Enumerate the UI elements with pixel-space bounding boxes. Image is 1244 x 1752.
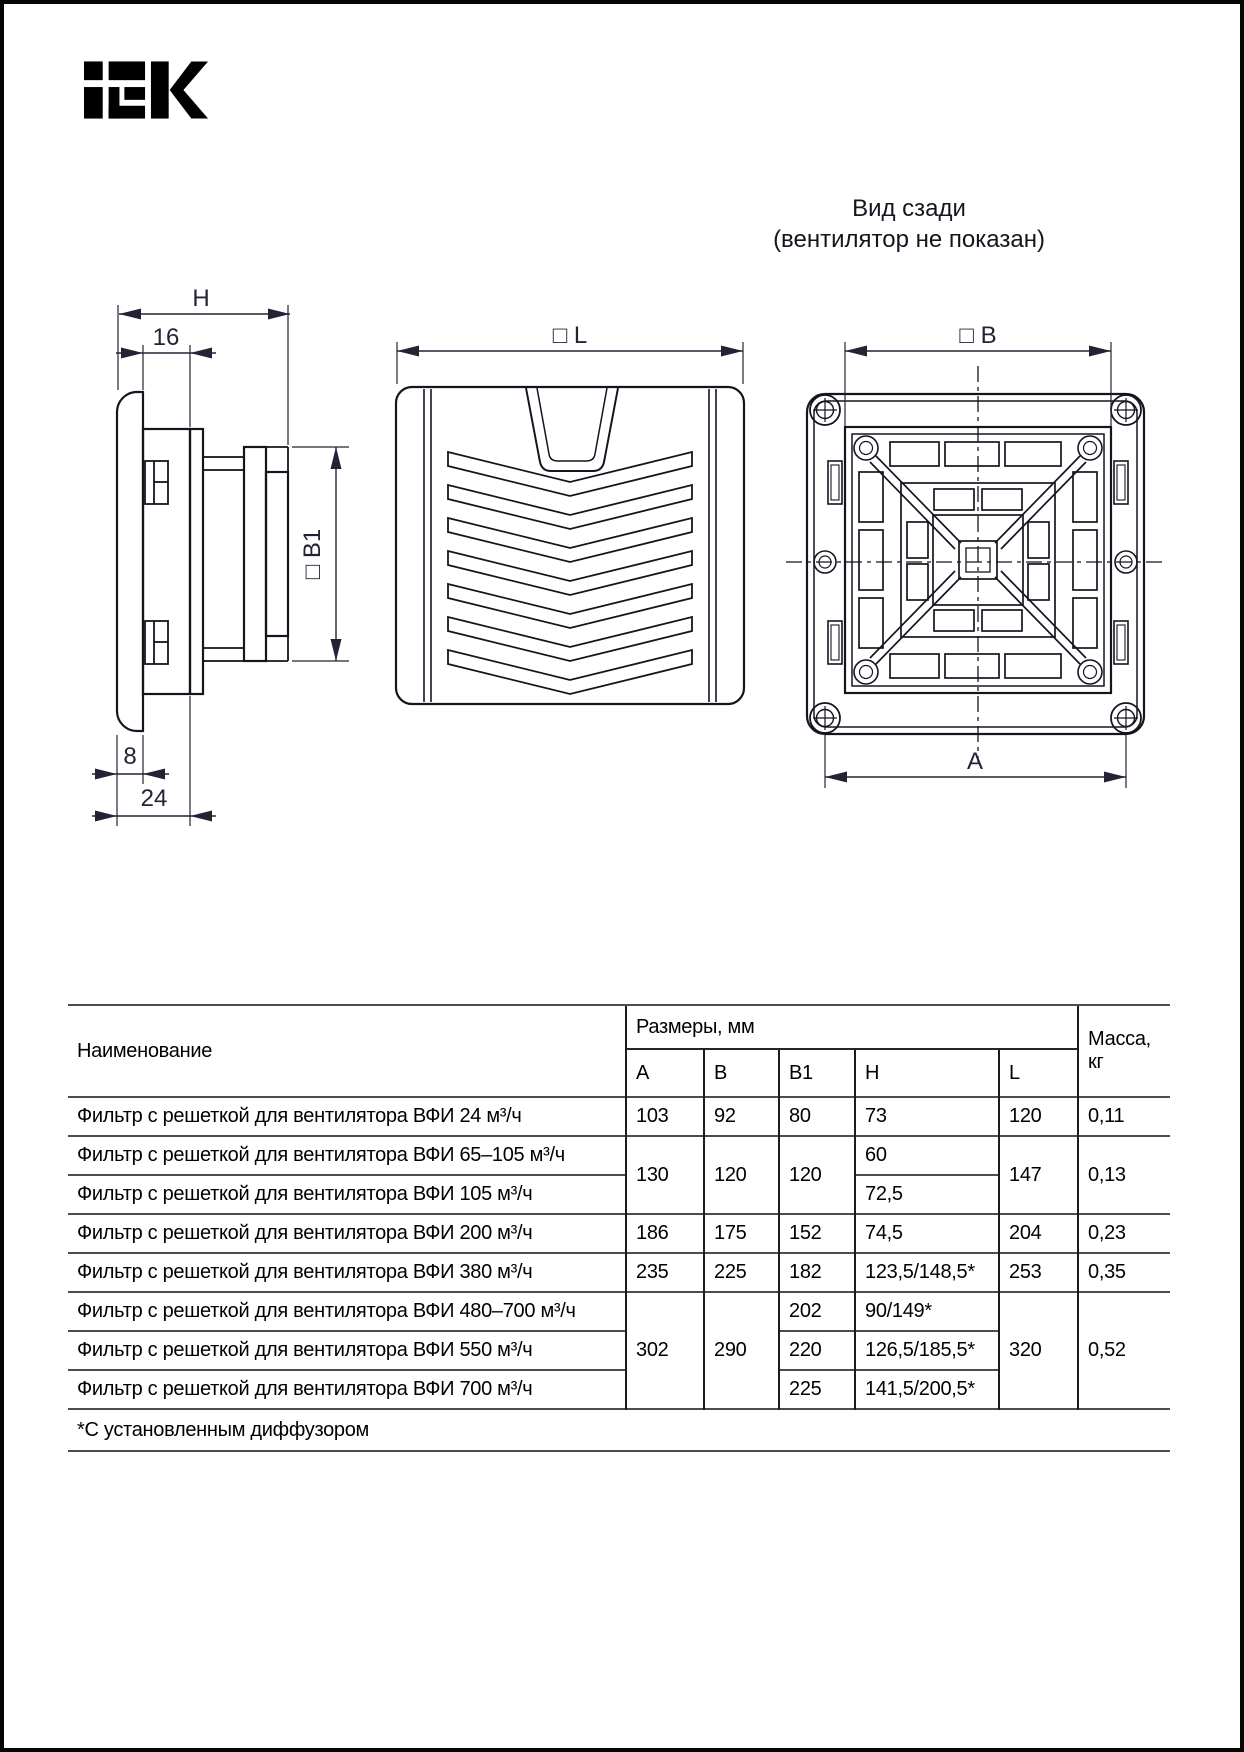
header-col-a: A [626,1049,704,1097]
side-view-cassette-back [266,472,288,636]
cell-mass: 0,23 [1078,1214,1170,1253]
header-mass [1078,1005,1170,1097]
dim-label-16: 16 [152,324,180,351]
cell-b1: 202 [779,1292,855,1331]
table-row [68,1097,1170,1136]
side-view-rod-top [203,457,244,470]
cell-h: 73 [855,1097,999,1136]
cell-mass: 0,52 [1078,1292,1170,1409]
cell-h: 74,5 [855,1214,999,1253]
cell-h: 72,5 [855,1175,999,1214]
cell-h: 123,5/148,5* [855,1253,999,1292]
dim-label-l: □ L [552,322,588,349]
table-row [68,1136,1170,1175]
cell-name: Фильтр с решеткой для вентилятора ВФИ 65–105 м³/ч [68,1136,626,1175]
header-col-h: H [855,1049,999,1097]
front-view-clip [526,388,618,471]
cell-name: Фильтр с решеткой для вентилятора ВФИ 700 м³/ч [68,1370,626,1409]
front-view [396,387,744,704]
side-view-clips [145,461,168,664]
side-view-wall-plate [190,429,203,694]
iek-logo [84,60,212,120]
side-view [117,392,288,731]
spec-table [68,1004,1170,1452]
header-col-b: B [704,1049,779,1097]
cell-name: Фильтр с решеткой для вентилятора ВФИ 380 м³/ч [68,1253,626,1292]
dim-label-24: 24 [140,785,168,812]
side-view-rod-bottom [203,648,244,661]
cell-l: 204 [999,1214,1078,1253]
table-row [68,1292,1170,1331]
technical-drawing [4,184,1244,1034]
cell-h: 141,5/200,5* [855,1370,999,1409]
cell-name: Фильтр с решеткой для вентилятора ВФИ 480–700 м³/ч [68,1292,626,1331]
dim-label-a: A [966,748,984,775]
header-col-l: L [999,1049,1078,1097]
front-view-dimensions [397,322,743,384]
cell-mass: 0,35 [1078,1253,1170,1292]
cell-a: 302 [626,1292,704,1409]
cell-h: 126,5/185,5* [855,1331,999,1370]
cell-l: 120 [999,1097,1078,1136]
cell-mass: 0,11 [1078,1097,1170,1136]
header-name: Наименование [68,1005,626,1097]
rear-view-title-line1: Вид сзади [852,195,966,222]
dim-label-8: 8 [123,743,137,770]
dim-label-h: H [192,285,210,312]
cell-name: Фильтр с решеткой для вентилятора ВФИ 24 м³/ч [68,1097,626,1136]
table-row [68,1214,1170,1253]
header-mass-line2: кг [1088,1051,1104,1073]
cell-mass: 0,13 [1078,1136,1170,1214]
cell-a: 186 [626,1214,704,1253]
table-footnote: *С установленным диффузором [68,1409,1170,1451]
cell-name: Фильтр с решеткой для вентилятора ВФИ 105 м³/ч [68,1175,626,1214]
cell-b: 225 [704,1253,779,1292]
cell-b: 92 [704,1097,779,1136]
cell-b: 290 [704,1292,779,1409]
cell-l: 147 [999,1136,1078,1214]
header-mass-line1: Масса, [1088,1028,1151,1050]
cell-a: 235 [626,1253,704,1292]
front-view-louvers [448,452,692,694]
cell-a: 130 [626,1136,704,1214]
rear-view [786,366,1166,762]
cell-name: Фильтр с решеткой для вентилятора ВФИ 200 м³/ч [68,1214,626,1253]
cell-h: 90/149* [855,1292,999,1331]
cell-b1: 80 [779,1097,855,1136]
side-view-dimensions [92,285,349,826]
dim-label-b: □ B [959,322,997,349]
dim-label-b1: □ B1 [299,528,326,580]
cell-b: 120 [704,1136,779,1214]
cell-h: 60 [855,1136,999,1175]
cell-name: Фильтр с решеткой для вентилятора ВФИ 550 м³/ч [68,1331,626,1370]
cell-b: 175 [704,1214,779,1253]
side-view-frame [143,429,190,694]
cell-l: 320 [999,1292,1078,1409]
cell-b1: 220 [779,1331,855,1370]
header-dims-group: Размеры, мм [626,1005,1078,1049]
cell-b1: 182 [779,1253,855,1292]
rear-view-title [773,195,1045,253]
rear-view-title-line2: (вентилятор не показан) [773,226,1045,253]
cell-a: 103 [626,1097,704,1136]
cell-l: 253 [999,1253,1078,1292]
cell-b1: 225 [779,1370,855,1409]
table-row [68,1253,1170,1292]
side-view-cover [117,392,143,731]
side-view-cassette-front [244,447,266,661]
rear-view-dimensions [825,322,1126,788]
cell-b1: 120 [779,1136,855,1214]
header-col-b1: B1 [779,1049,855,1097]
cell-b1: 152 [779,1214,855,1253]
